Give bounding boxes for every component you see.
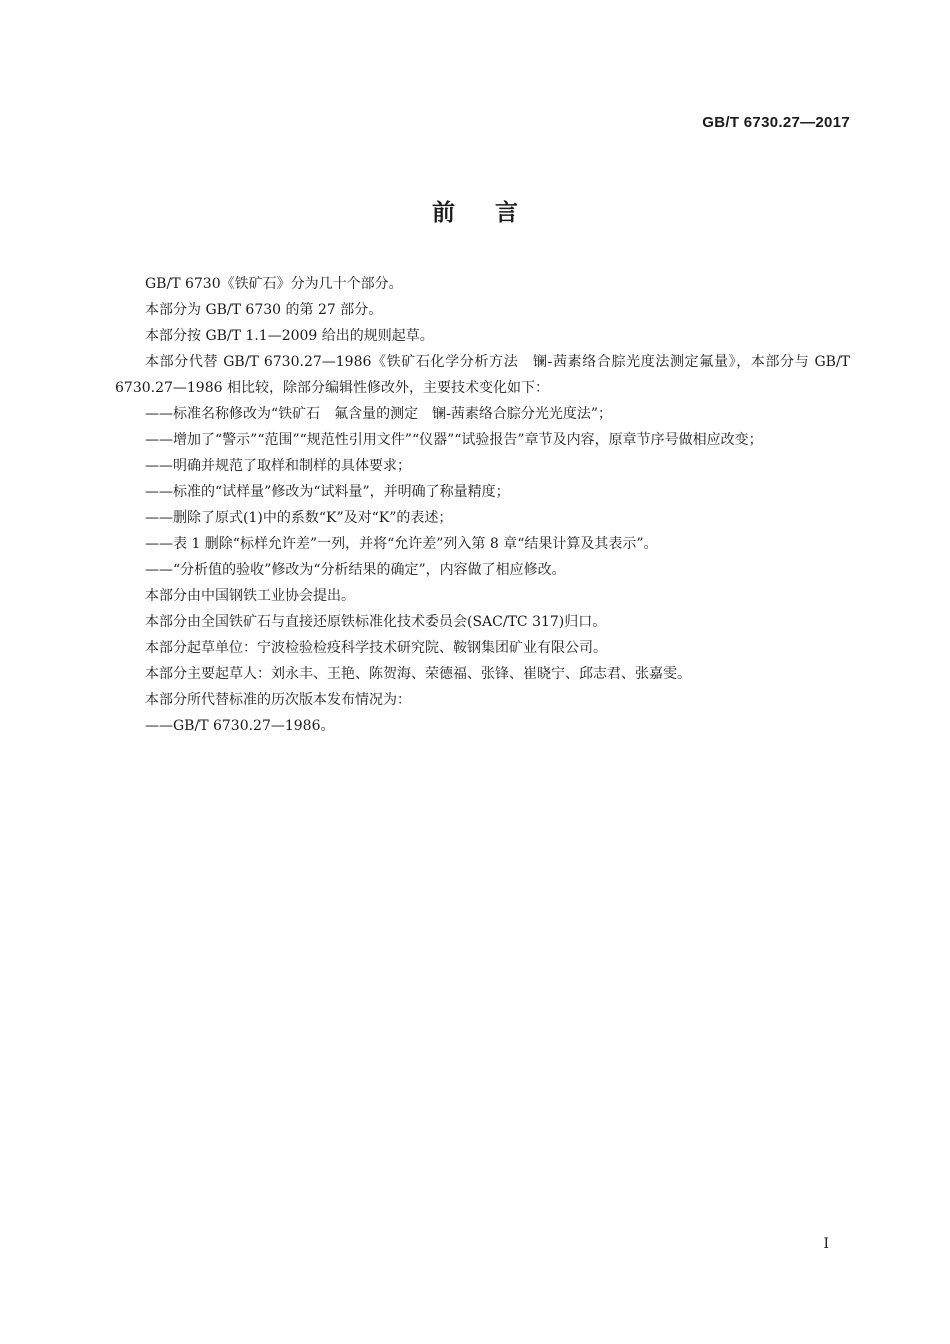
paragraph-history-intro: 本部分所代替标准的历次版本发布情况为： [145, 692, 411, 708]
page-number: I [823, 1236, 829, 1252]
change-item: ——删除了原式(1)中的系数“K”及对“K”的表述； [145, 510, 453, 526]
change-item: ——标准的“试样量”修改为“试料量”，并明确了称量精度； [145, 484, 510, 500]
change-item: ——表 1 删除“标样允许差”一列，并将“允许差”列入第 8 章“结果计算及其表示”。 [145, 536, 658, 552]
paragraph-committee: 本部分由全国铁矿石与直接还原铁标准化技术委员会(SAC/TC 317)归口。 [145, 614, 607, 630]
paragraph-part-number: 本部分为 GB/T 6730 的第 27 部分。 [145, 302, 383, 318]
change-item: ——增加了“警示”“范围”“规范性引用文件”“仪器”“试验报告”章节及内容，原章节序号做相应改变； [145, 432, 763, 448]
paragraph-replacement: 本部分代替 GB/T 6730.27—1986《铁矿石化学分析方法 镧-茜素络合腙光度法测定氟量》，本部分与 GB/T 6730.27—1986 相比较，除部分编辑性修改外，主要技术变化如下： [115, 354, 850, 396]
change-item: ——明确并规范了取样和制样的具体要求； [145, 458, 411, 474]
page-title: 前言 [432, 200, 558, 226]
paragraph-part-series: GB/T 6730《铁矿石》分为几十个部分。 [145, 276, 403, 292]
paragraph-drafting-units: 本部分起草单位：宁波检验检疫科学技术研究院、鞍钢集团矿业有限公司。 [145, 640, 607, 656]
history-item: ——GB/T 6730.27—1986。 [145, 718, 335, 734]
change-item: ——“分析值的验收”修改为“分析结果的确定”，内容做了相应修改。 [145, 562, 566, 578]
paragraph-proposer: 本部分由中国钢铁工业协会提出。 [145, 588, 355, 604]
paragraph-drafting-rules: 本部分按 GB/T 1.1—2009 给出的规则起草。 [145, 328, 434, 344]
standard-number: GB/T 6730.27—2017 [702, 114, 850, 131]
paragraph-drafters: 本部分主要起草人：刘永丰、王艳、陈贺海、荣德福、张锋、崔晓宁、邱志君、张嘉雯。 [145, 666, 691, 682]
change-item: ——标准名称修改为“铁矿石 氟含量的测定 镧-茜素络合腙分光光度法”； [145, 406, 613, 422]
foreword-body [115, 271, 850, 739]
